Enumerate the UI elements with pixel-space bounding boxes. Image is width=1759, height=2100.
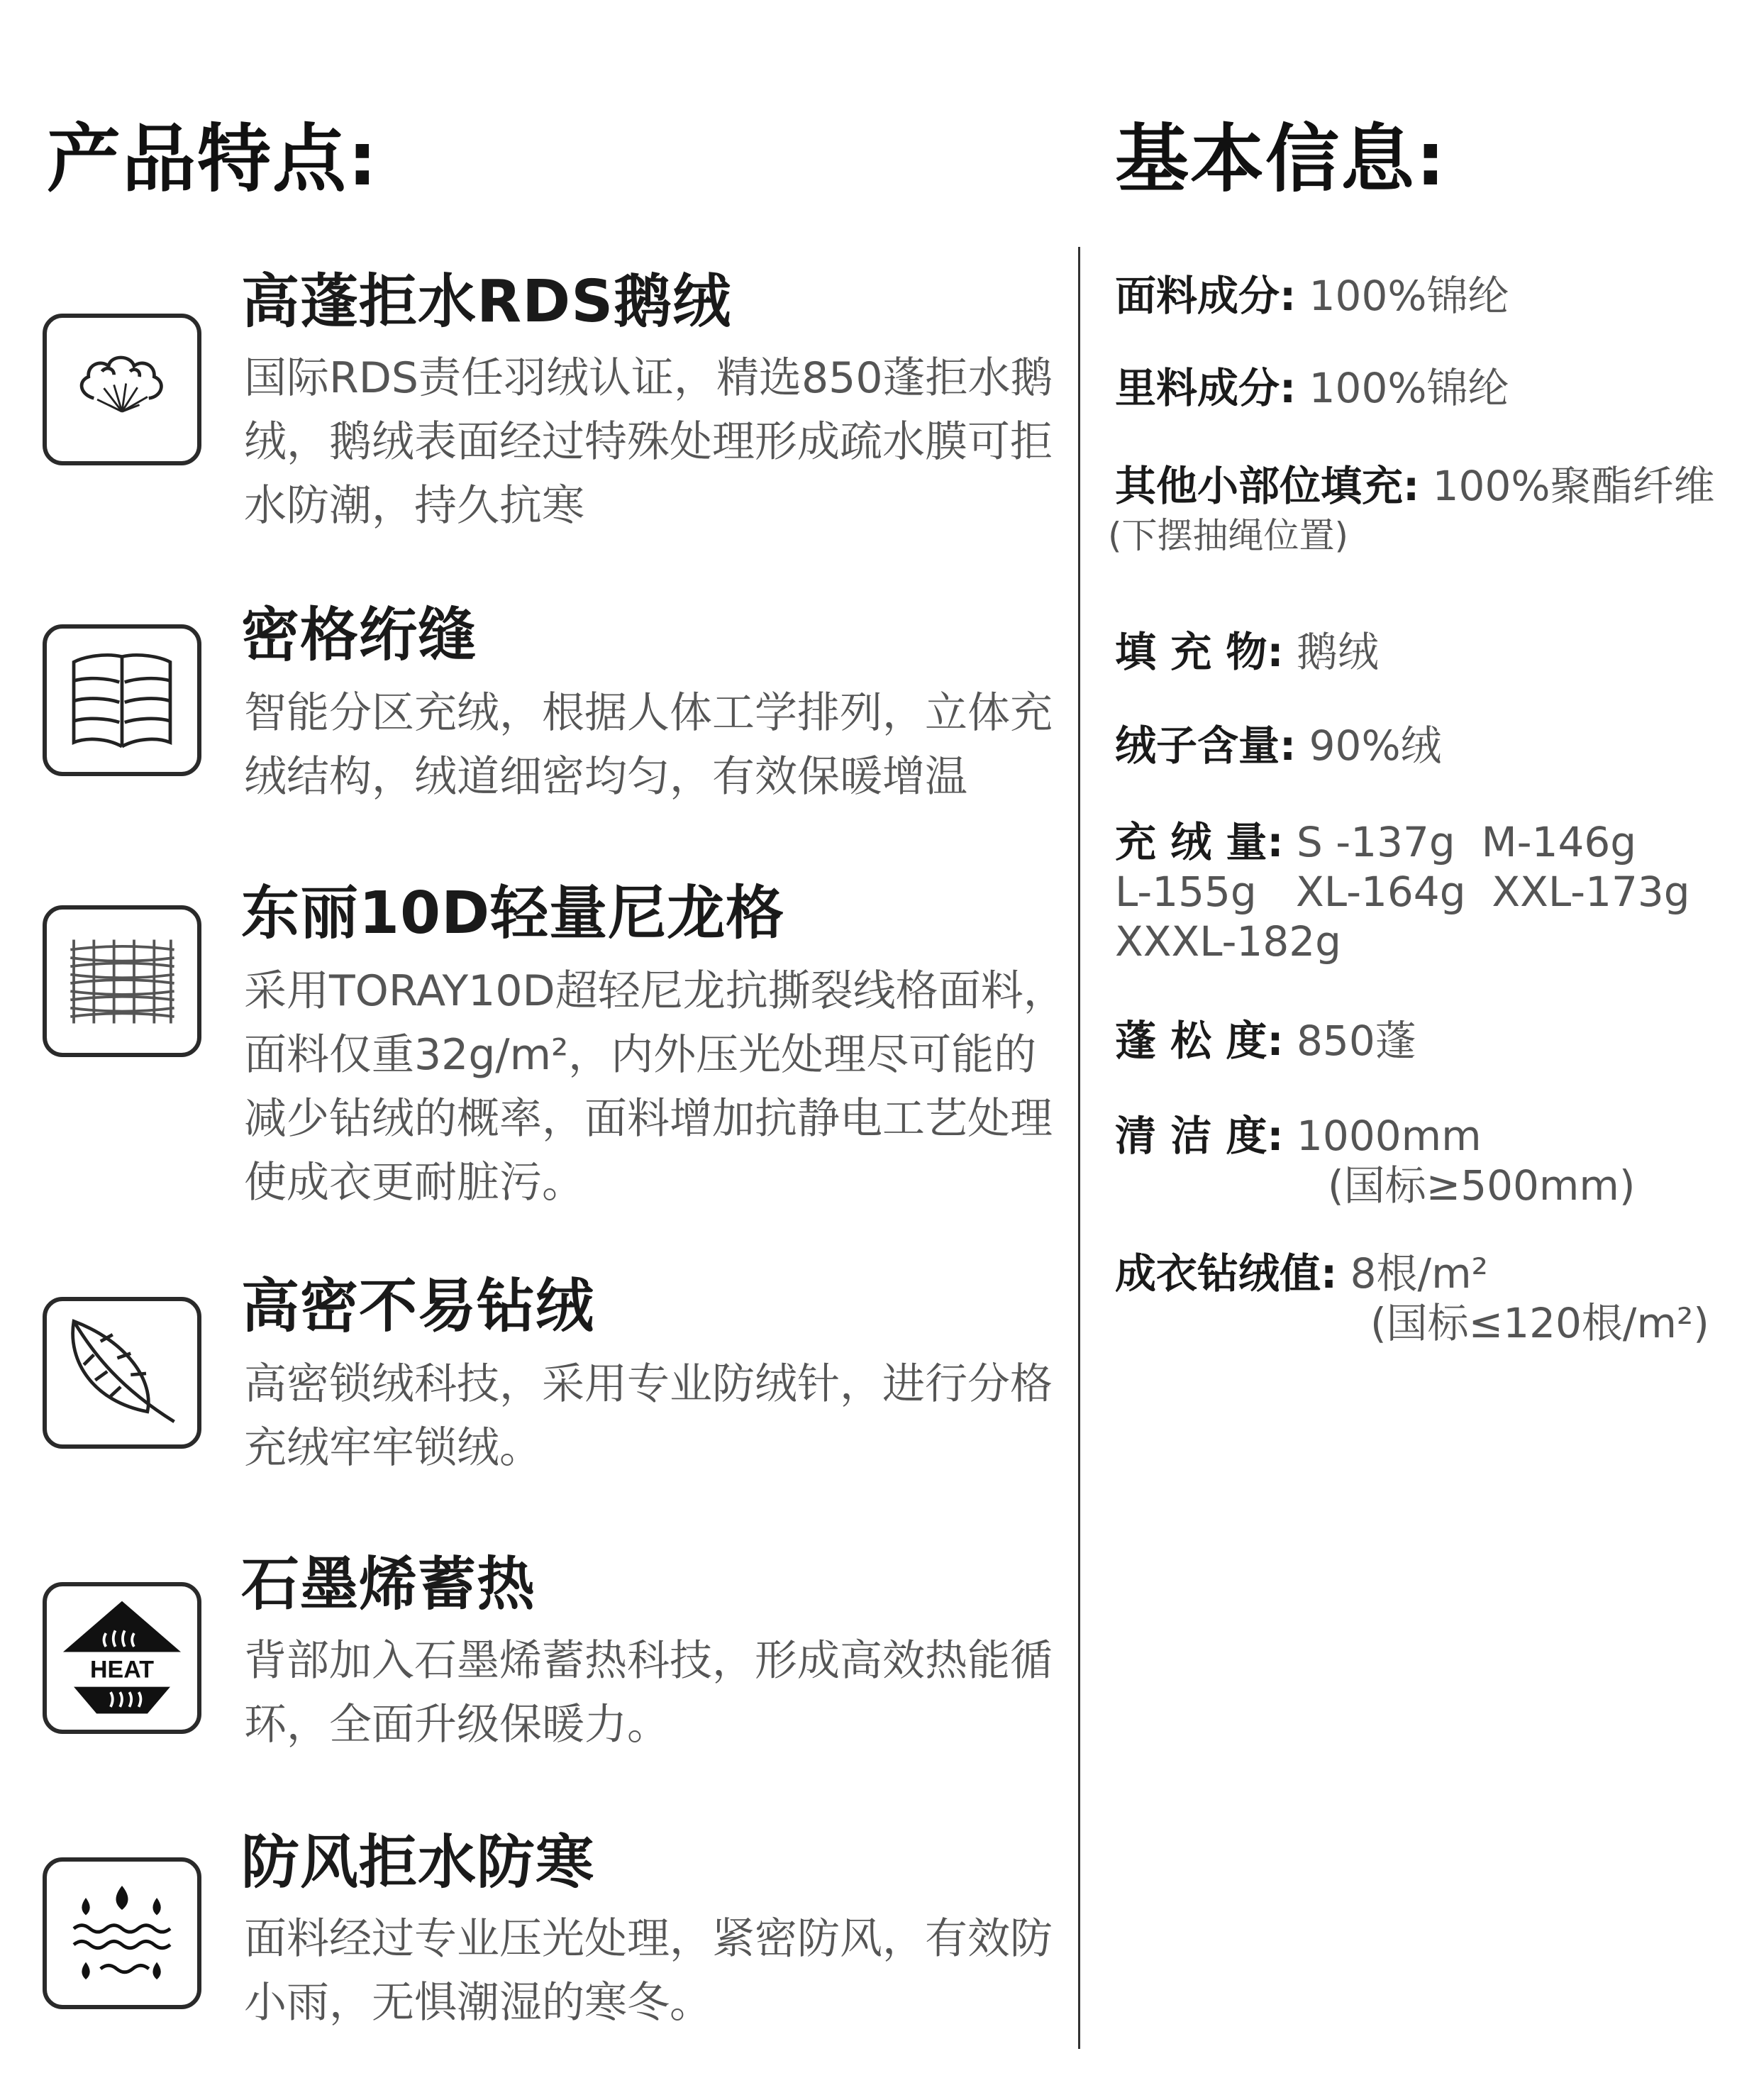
info-note: (国标≤120根/m²) — [1370, 1299, 1709, 1347]
feather-icon — [43, 1297, 201, 1449]
info-label: 面料成分: — [1115, 272, 1297, 320]
info-other-fill — [1108, 461, 1753, 560]
feature-title: 石墨烯蓄热 — [241, 1551, 536, 1618]
cotton-down-icon — [43, 314, 201, 465]
info-cleanliness — [1115, 1111, 1739, 1210]
info-label: 里料成分: — [1115, 364, 1297, 412]
info-value: 100%锦纶 — [1309, 272, 1509, 320]
quilted-jacket-icon — [43, 624, 201, 776]
info-note: (下摆抽绳位置) — [1108, 515, 1349, 556]
info-value: 100%聚酯纤维 — [1432, 462, 1715, 510]
info-note: (国标≥500mm) — [1328, 1161, 1636, 1210]
info-value: S -137g M-146g — [1297, 818, 1637, 866]
heat-icon-label: HEAT — [90, 1656, 154, 1684]
feature-description: 背部加入石墨烯蓄热科技，形成高效热能循环，全面升级保暖力。 — [244, 1636, 1053, 1750]
feature-description: 国际RDS责任羽绒认证，精选850蓬拒水鹅绒，鹅绒表面经过特殊处理形成疏水膜可拒水防潮，持久抗寒 — [244, 353, 1053, 531]
info-value: L-155g XL-164g XXL-173g — [1115, 868, 1690, 916]
info-value: 8根/m² — [1350, 1249, 1488, 1298]
info-value: 850蓬 — [1297, 1017, 1416, 1065]
basic-info-heading: 基本信息: — [1115, 116, 1447, 202]
info-label: 清 洁 度: — [1115, 1112, 1284, 1160]
feature-title: 东丽10D轻量尼龙格 — [241, 880, 785, 947]
info-value: 100%锦纶 — [1309, 364, 1509, 412]
heat-icon — [43, 1582, 201, 1734]
feature-description: 智能分区充绒，根据人体工学排列，立体充绒结构，绒道细密均匀，有效保暖增温 — [244, 688, 1053, 802]
info-down-content — [1115, 721, 1739, 770]
info-label: 填 充 物: — [1115, 628, 1284, 676]
fabric-grid-icon — [43, 905, 201, 1057]
feature-description: 面料经过专业压光处理，紧密防风，有效防小雨，无惧潮湿的寒冬。 — [244, 1914, 1053, 2028]
info-label: 充 绒 量: — [1115, 818, 1284, 866]
feature-title: 密格绗缝 — [241, 602, 477, 669]
info-value: 90%绒 — [1309, 722, 1442, 770]
info-lining — [1115, 363, 1739, 413]
features-heading: 产品特点: — [47, 116, 379, 202]
feature-title: 高密不易钻绒 — [241, 1273, 595, 1340]
info-leakage — [1115, 1249, 1739, 1348]
feature-title: 高蓬拒水RDS鹅绒 — [241, 268, 732, 336]
info-label: 其他小部位填充: — [1115, 462, 1420, 510]
info-label: 成衣钻绒值: — [1115, 1249, 1338, 1298]
info-fill-weight — [1115, 817, 1739, 966]
info-value: XXXL-182g — [1115, 917, 1341, 966]
feature-title: 防风拒水防寒 — [241, 1829, 595, 1896]
info-fill-power — [1115, 1016, 1739, 1066]
info-value: 1000mm — [1297, 1112, 1482, 1160]
info-value: 鹅绒 — [1297, 628, 1380, 676]
info-label: 蓬 松 度: — [1115, 1017, 1284, 1065]
info-filling — [1115, 627, 1739, 677]
info-shell — [1115, 271, 1739, 321]
water-wind-icon — [43, 1857, 201, 2009]
feature-description: 高密锁绒科技，采用专业防绒针，进行分格充绒牢牢锁绒。 — [244, 1359, 1053, 1473]
info-label: 绒子含量: — [1115, 722, 1297, 770]
column-divider — [1078, 247, 1080, 2049]
feature-description: 采用TORAY10D超轻尼龙抗撕裂线格面料，面料仅重32g/m²，内外压光处理尽可能的减少钻绒的概率，面料增加抗静电工艺处理使成衣更耐脏污。 — [244, 966, 1066, 1208]
